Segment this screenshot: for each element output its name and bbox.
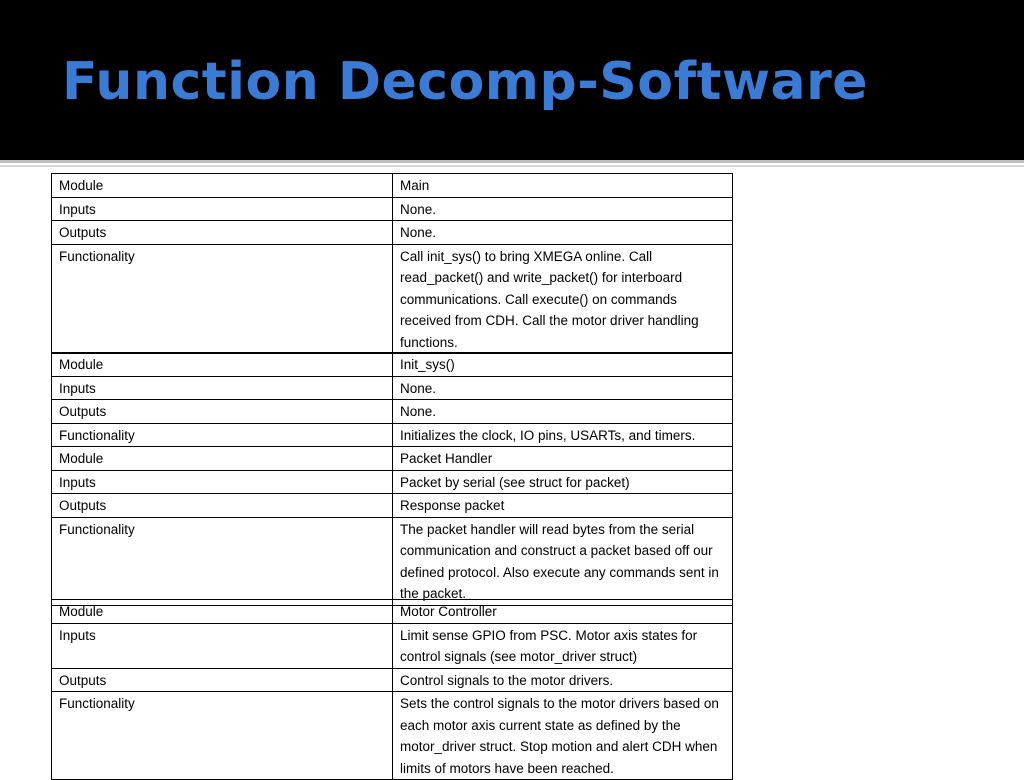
row-value: None. (393, 197, 733, 221)
table-row (52, 692, 733, 780)
module-table-motor-controller (51, 599, 733, 780)
slide-title: Function Decomp-Software (62, 52, 868, 112)
module-table-init-sys (51, 352, 733, 447)
row-label: Module (52, 447, 393, 471)
slide-header (0, 0, 1024, 160)
table-row (52, 623, 733, 668)
table-row (52, 600, 733, 624)
module-table-main (51, 173, 733, 354)
table-row (52, 423, 733, 447)
row-label: Module (52, 174, 393, 198)
row-value: Sets the control signals to the motor drivers based on each motor axis current state as defined by the motor_driver struct. Stop motion and alert CDH when limits of motors have been reached. (393, 692, 733, 780)
row-value: Response packet (393, 494, 733, 518)
header-divider (0, 160, 1024, 163)
row-label: Inputs (52, 470, 393, 494)
table-row (52, 353, 733, 377)
row-label: Module (52, 600, 393, 624)
table-row (52, 244, 733, 354)
row-value: Packet by serial (see struct for packet) (393, 470, 733, 494)
row-value: Init_sys() (393, 353, 733, 377)
row-label: Functionality (52, 517, 393, 605)
table-row (52, 197, 733, 221)
table-row (52, 447, 733, 471)
row-value: None. (393, 376, 733, 400)
row-label: Module (52, 353, 393, 377)
row-value: Motor Controller (393, 600, 733, 624)
row-label: Outputs (52, 221, 393, 245)
row-label: Functionality (52, 244, 393, 354)
row-value: Main (393, 174, 733, 198)
table-row (52, 174, 733, 198)
row-value: None. (393, 221, 733, 245)
row-label: Outputs (52, 400, 393, 424)
header-divider-secondary (0, 165, 1024, 167)
row-value: Control signals to the motor drivers. (393, 668, 733, 692)
row-label: Outputs (52, 668, 393, 692)
row-label: Outputs (52, 494, 393, 518)
table-row (52, 400, 733, 424)
row-value: Packet Handler (393, 447, 733, 471)
row-label: Inputs (52, 623, 393, 668)
row-value: Initializes the clock, IO pins, USARTs, and timers. (393, 423, 733, 447)
row-label: Functionality (52, 692, 393, 780)
row-value: None. (393, 400, 733, 424)
row-label: Functionality (52, 423, 393, 447)
module-table-packet-handler (51, 446, 733, 606)
row-value: The packet handler will read bytes from the serial communication and construct a packet based off our defined protocol. Also execute any commands sent in the packet. (393, 517, 733, 605)
row-value: Limit sense GPIO from PSC. Motor axis states for control signals (see motor_driver struct) (393, 623, 733, 668)
row-label: Inputs (52, 376, 393, 400)
row-label: Inputs (52, 197, 393, 221)
table-row (52, 221, 733, 245)
table-row (52, 470, 733, 494)
row-value: Call init_sys() to bring XMEGA online. Call read_packet() and write_packet() for interboard communications. Call execute() on commands received from CDH. Call the motor driver handling functions. (393, 244, 733, 354)
table-row (52, 517, 733, 605)
table-row (52, 494, 733, 518)
table-row (52, 376, 733, 400)
table-row (52, 668, 733, 692)
